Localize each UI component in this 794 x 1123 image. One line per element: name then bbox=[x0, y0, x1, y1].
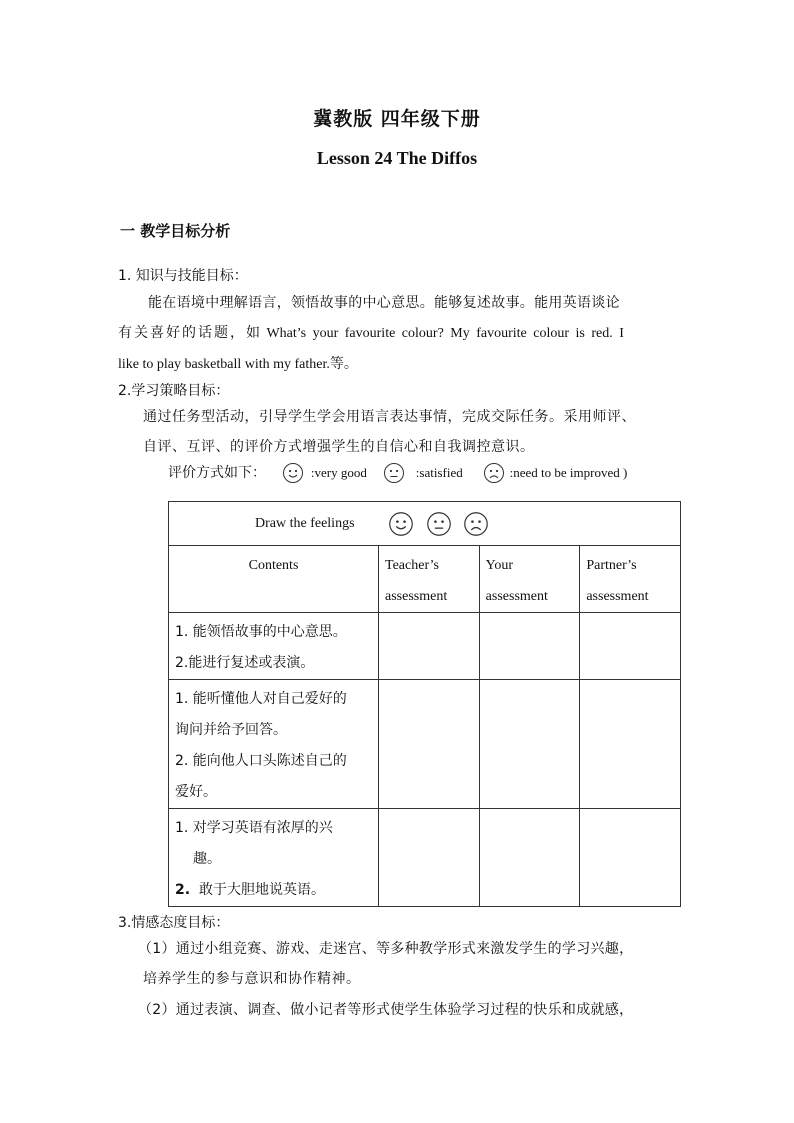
table-row bbox=[169, 680, 681, 809]
eval-very-good: :very good bbox=[310, 465, 367, 480]
smiley-sad-icon bbox=[483, 462, 505, 484]
row3-your-cell[interactable] bbox=[479, 809, 580, 907]
item1-line2-cn: 有关喜好的话题，如 bbox=[118, 325, 262, 341]
row3-line-b: 趣。 bbox=[193, 851, 221, 867]
row3-number: 2. bbox=[175, 882, 191, 898]
header-your bbox=[479, 546, 580, 613]
header-your-label: Your assessment bbox=[485, 558, 548, 604]
evaluation-label: 评价方式如下： bbox=[168, 465, 266, 481]
item1-line2-en: What’s your favourite colour? My favourite colour is red. I bbox=[266, 326, 624, 341]
header-partner bbox=[580, 546, 681, 613]
row2-line-a: 1. 能听懂他人对自己爱好的 bbox=[175, 691, 347, 707]
item1-line3-en: like to play basketball with my father. bbox=[118, 357, 330, 372]
row2-your-cell[interactable] bbox=[479, 680, 580, 809]
item1-line3 bbox=[118, 353, 358, 373]
eval-need-improve: :need to be improved ) bbox=[509, 465, 628, 480]
row1-partner-cell[interactable] bbox=[580, 613, 681, 680]
item1-label: 1. 知识与技能目标： bbox=[118, 268, 248, 284]
header-teacher bbox=[379, 546, 480, 613]
item1-line1: 能在语境中理解语言，领悟故事的中心意思。能够复述故事。能用英语谈论 bbox=[148, 295, 620, 311]
row1-content bbox=[169, 613, 379, 680]
item1-line3-cn: 等。 bbox=[329, 356, 358, 372]
row2-line-b: 询问并给予回答。 bbox=[175, 722, 287, 738]
row3-text: 敢于大胆地说英语。 bbox=[198, 882, 325, 898]
table-row bbox=[169, 613, 681, 680]
document-title: 冀教版 四年级下册 bbox=[313, 108, 481, 130]
item2-line1: 通过任务型活动，引导学生学会用语言表达事情，完成交际任务。采用师评、 bbox=[143, 409, 636, 425]
row2-partner-cell[interactable] bbox=[580, 680, 681, 809]
row2-content bbox=[169, 680, 379, 809]
row1-your-cell[interactable] bbox=[479, 613, 580, 680]
row2-line-d: 爱好。 bbox=[175, 784, 217, 800]
header-teacher-label: Teacher’s assessment bbox=[385, 558, 448, 604]
table-row bbox=[169, 809, 681, 907]
row3-line-c bbox=[175, 875, 372, 906]
smiley-neutral-icon bbox=[426, 511, 452, 537]
smiley-happy-icon bbox=[388, 511, 414, 537]
header-partner-label: Partner’s assessment bbox=[586, 558, 649, 604]
row1-line-b: 2.能进行复述或表演。 bbox=[175, 655, 315, 671]
evaluation-legend bbox=[168, 462, 627, 484]
header-contents-label: Contents bbox=[248, 558, 299, 573]
item1-line2 bbox=[118, 322, 624, 342]
item2-label: 2.学习策略目标： bbox=[118, 383, 230, 399]
row3-teacher-cell[interactable] bbox=[379, 809, 480, 907]
table-caption-cell bbox=[169, 502, 681, 546]
row3-content bbox=[169, 809, 379, 907]
row1-line-a: 1. 能领悟故事的中心意思。 bbox=[175, 624, 347, 640]
header-contents bbox=[169, 546, 379, 613]
section-heading: 一 教学目标分析 bbox=[120, 222, 231, 240]
item3-p1-line2: 培养学生的参与意识和协作精神。 bbox=[143, 971, 361, 987]
item2-line2: 自评、互评、的评价方式增强学生的自信心和自我调控意识。 bbox=[143, 439, 535, 455]
row3-line-a: 1. 对学习英语有浓厚的兴 bbox=[175, 820, 333, 836]
item3-p2-line1: （2）通过表演、调查、做小记者等形式使学生体验学习过程的快乐和成就感， bbox=[138, 1002, 634, 1018]
assessment-table bbox=[168, 501, 681, 907]
row1-teacher-cell[interactable] bbox=[379, 613, 480, 680]
lesson-title: Lesson 24 The Diffos bbox=[316, 148, 478, 168]
eval-satisfied: :satisfied bbox=[415, 465, 463, 480]
smiley-sad-icon bbox=[463, 511, 489, 537]
row3-partner-cell[interactable] bbox=[580, 809, 681, 907]
table-caption-row bbox=[169, 502, 681, 546]
item3-label: 3.情感态度目标： bbox=[118, 915, 230, 931]
table-caption: Draw the feelings bbox=[255, 515, 355, 531]
smiley-happy-icon bbox=[282, 462, 304, 484]
row2-teacher-cell[interactable] bbox=[379, 680, 480, 809]
row2-line-c: 2. 能向他人口头陈述自己的 bbox=[175, 753, 347, 769]
smiley-neutral-icon bbox=[383, 462, 405, 484]
table-header-row bbox=[169, 546, 681, 613]
item3-p1-line1: （1）通过小组竞赛、游戏、走迷宫、等多种教学形式来激发学生的学习兴趣， bbox=[138, 941, 634, 957]
